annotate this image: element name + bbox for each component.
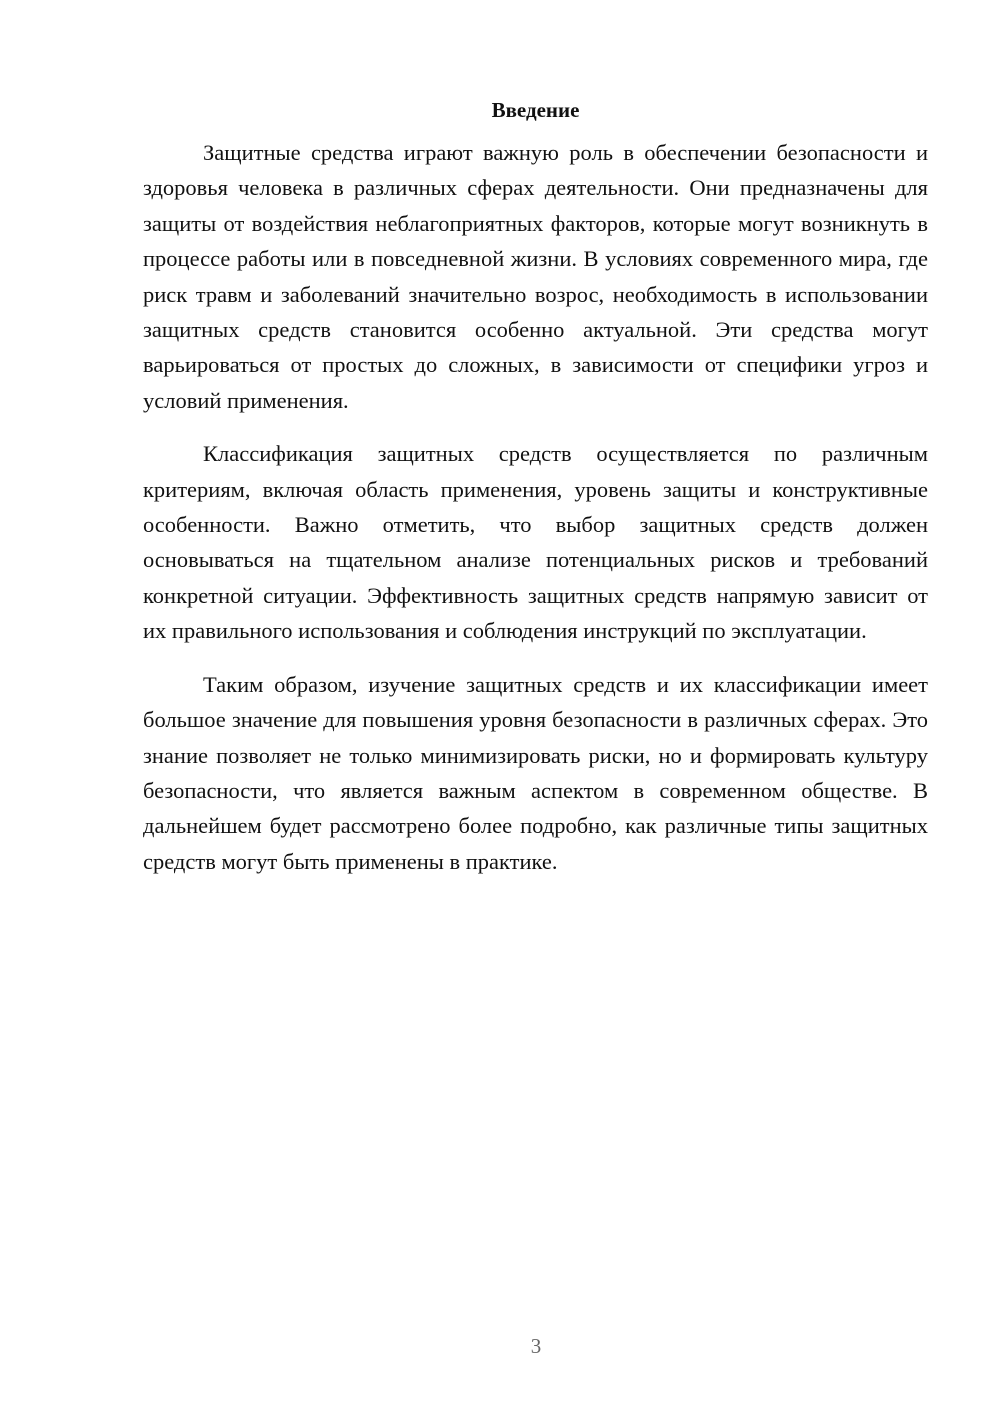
section-title: Введение (491, 98, 580, 122)
page-number: 3 (530, 1334, 542, 1358)
paragraph-conclusion: Таким образом, изучение защитных средств и их классификации имеет большое значение для повышения уровня безопасности в различных сферах. Это знание позволяет не только минимизировать риски, но и формировать культуру безопасности, что является важным аспектом в современном обществе. В дальнейшем будет рассмотрено более подробно, как различные типы защитных средств могут быть применены в практике. (143, 671, 928, 874)
paragraph-classification: Классификация защитных средств осуществляется по различным критериям, включая область применения, уровень защиты и конструктивные особенности. Важно отметить, что выбор защитных средств должен основываться на тщательном анализе потенциальных рисков и требований конкретной ситуации. Эффективность защитных средств напрямую зависит от их правильного использования и соблюдения инструкций по эксплуатации. (143, 441, 928, 644)
page-content (143, 95, 928, 897)
paragraph-intro: Защитные средства играют важную роль в обеспечении безопасности и здоровья человека в различных сферах деятельности. Они предназначены для защиты от воздействия неблагоприятных факторов, которые могут возникнуть в процессе работы или в повседневной жизни. В условиях современного мира, где риск травм и заболеваний значительно возрос, необходимость в использовании защитных средств становится особенно актуальной. Эти средства могут варьироваться от простых до сложных, в зависимости от специфики угроз и условий применения. (143, 140, 928, 413)
